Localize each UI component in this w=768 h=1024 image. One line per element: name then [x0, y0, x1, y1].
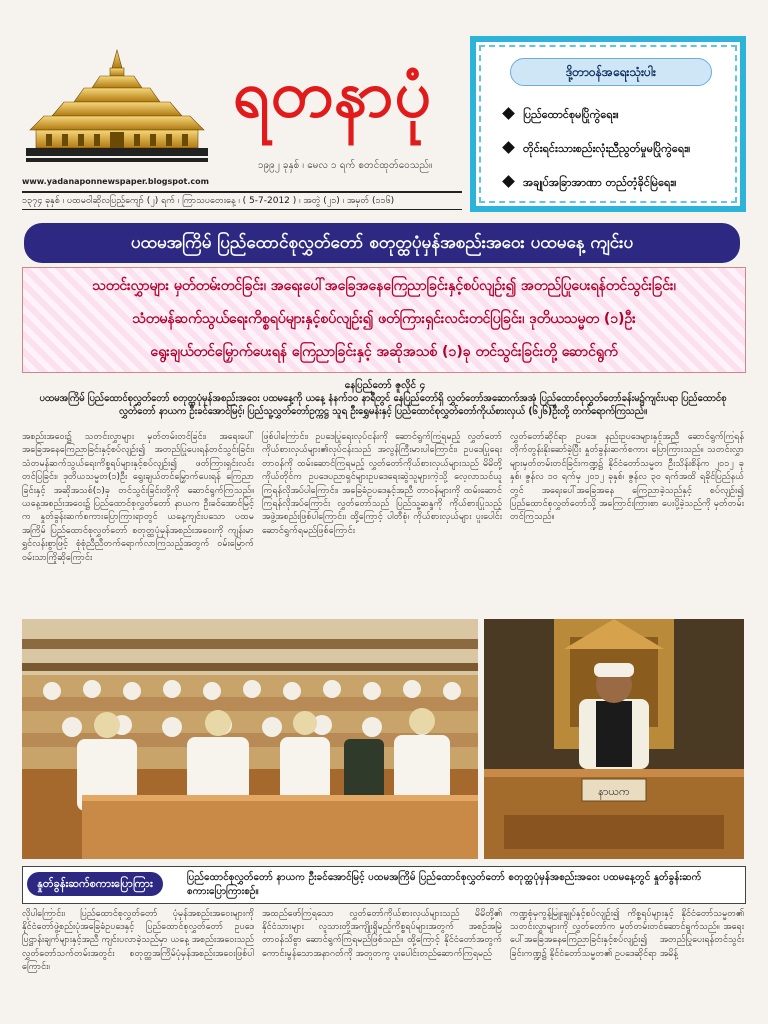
diamond-bullet-icon: [502, 107, 515, 120]
dateline: နေပြည်တော် ဇူလိုင် ၄: [344, 380, 426, 391]
newspaper-title: ရတနာပုံ: [233, 57, 432, 132]
diamond-bullet-icon: [502, 175, 515, 188]
article-column: ကဏ္ဍစုံမှကွန့်မြူးချုပ်နှင့်စပ်လျဉ်း၍ ကိစ္စရပ်များနှင့် နိုင်ငံတော်သမ္မတ၏ သတင်းလွှာများကို လွှတ်တော်က မှတ်တမ်းတင်ဆောင်ရွက်သည်။ အရေးပေါ်အခြေအနေကြေညာခြင်းနှင့်စပ်လျဉ်း၍ အတည်ပြုပေးရန်တင်သွင်းခြင်းကဏ္ဍ၌ နိုင်ငံတော်သမ္မတ၏ ဥပဒေဆိုင်ရာ အမိန့်: [510, 909, 744, 959]
article-column: အစည်းအဝေး၌ သတင်းလွှာများ မှတ်တမ်းတင်ခြင်း၊ အရေးပေါ် အခြေအနေကြေညာခြင်းနှင့်စပ်လျဉ်း၍ အတည်ပြုပေးရန်တင်သွင်းခြင်း၊ သံတမန်ဆက်သွယ်ရေးကိစ္စရပ်များနှင့်စပ်လျဉ်း၍ ဖတ်ကြားရှင်းလင်းတင်ပြခြင်း၊ ဒုတိယသမ္မတ(၁)ဦး ရွေးချယ်တင်မြှောက်ပေးရန် ကြေညာခြင်းနှင့် အဆိုအသစ်(၁)ခု တင်သွင်းခြင်းတို့ကို ဆောင်ရွက်ကြသည်။ ယနေ့အစည်းအဝေး၌ ပြည်ထောင်စုလွှတ်တော် နာယက ဦးခင်အောင်မြင့်က နှုတ်ခွန်းဆက်စကားပြောကြားရာတွင် ယနေ့ကျင်းပသော ပထမအကြိမ် ပြည်ထောင်စုလွှတ်တော် စတုတ္ထပုံမှန်အစည်းအဝေးကို ကျန်းမာရွှင်လန်းစွာဖြင့် စုံစုံညီညီတက်ရောက်လာကြသည့်အတွက် ဝမ်းမြောက်ဝမ်းသာကြိုဆိုကြောင်း: [22, 432, 254, 563]
issue-info: ၁၃၇၄ ခုနှစ် ၊ ပထမဝါဆိုလပြည့်ကျော် (၂) ရက် ၊ ကြာသပတေးနေ့ ၊ ( 5-7-2012 ) ၊ အတွဲ (၂၁) ၊ အမှတ် (၁၁၆): [22, 191, 462, 210]
caption-text: ပြည်ထောင်စုလွှတ်တော် နာယက ဦးခင်အောင်မြင့် ပထမအကြိမ် ပြည်ထောင်စုလွှတ်တော် စတုတ္ထပုံမှန်အစည်းအဝေး ပထမနေ့တွင် နှုတ်ခွန်းဆက်စကားပြောကြားစဉ်။: [187, 872, 702, 897]
subheadline: သံတမန်ဆက်သွယ်ရေးကိစ္စရပ်များနှင့်စပ်လျဉ်း၍ ဖတ်ကြားရှင်းလင်းတင်ပြခြင်း၊ ဒုတိယသမ္မတ (၁)ဦး: [132, 311, 636, 327]
nameplate-text: နာယက: [598, 785, 630, 798]
photo-caption-box: [22, 866, 746, 904]
slogan-title: ဒို့တာဝန်အရေးသုံးပါး: [510, 58, 712, 86]
slogan-item: ပြည်ထောင်စုမပြိုကွဲရေး။: [504, 108, 734, 124]
subheadline-box: [22, 267, 746, 373]
main-headline[interactable]: ပထမအကြိမ် ပြည်ထောင်စုလွှတ်တော် စတုတ္ထပုံမှန်အစည်းအဝေး ပထမနေ့ ကျင်းပ: [24, 223, 740, 263]
article-column: အထည်ဖော်ကြရသော လွှတ်တော်ကိုယ်စားလှယ်များသည် မိမိတို့၏ နိုင်ငံသားများ လူသားတို့အကျိုးရှိမည့်ကိစ္စရပ်များအတွက် အစဉ်အမြဲ တာဝန်သိစွာ ဆောင်ရွက်ကြရမည်ဖြစ်သည်။ ထို့ကြောင့် နိုင်ငံတော်အတွက် ကောင်းမွန်သောအနာဂတ်ကို အတူတကွ ပူးပေါင်းတည်ဆောက်ကြရမည်: [262, 909, 502, 959]
article-column: လွှတ်တော်ဆိုင်ရာ ဥပဒေ၊ နည်းဥပဒေများနှင့်အညီ ဆောင်ရွက်ကြရန် တိုက်တွန်းနိုးဆော်ခဲ့ပြီး နှုတ်ခွန်းဆက်စကား ပြောကြားသည်။ သတင်းလွှာများမှတ်တမ်းတင်ခြင်းကဏ္ဍ၌ နိုင်ငံတော်သမ္မတ ဦးသိန်းစိန်က ၂၀၁၂ ခုနှစ်၊ ဇွန်လ ၁၀ ရက်မှ ၂၀၁၂ ခုနှစ်၊ ဇွန်လ ၃၀ ရက်အထိ ရခိုင်ပြည်နယ်တွင် အရေးပေါ်အခြေအနေ ကြေညာခဲ့သည်နှင့် စပ်လျဉ်း၍ ပြည်ထောင်စုလွှတ်တော်သို့ အကြောင်းကြားစာ ပေးပို့ခဲ့သည်ကို မှတ်တမ်းတင်ကြသည်။: [510, 432, 744, 523]
diamond-bullet-icon: [502, 141, 515, 154]
subheadline: ရွေးချယ်တင်မြှောက်ပေးရန် ကြေညာခြင်းနှင့် အဆိုအသစ် (၁)ခု တင်သွင်းခြင်းတို့ ဆောင်ရွက်: [150, 344, 618, 360]
subheadline: သတင်းလွှာများ မှတ်တမ်းတင်ခြင်း၊ အရေးပေါ်အခြေအနေကြေညာခြင်းနှင့်စပ်လျဉ်း၍ အတည်ပြုပေးရန်တင်သွင်းခြင်း၊: [92, 278, 676, 294]
slogan-item: တိုင်းရင်းသားစည်းလုံးညီညွတ်မှုမပြိုကွဲရေး။: [504, 142, 734, 158]
article-column: ဖြစ်ပါကြောင်း၊ ဥပဒေပြုရေးလုပ်ငန်းကို ဆောင်ရွက်ကြရမည့် လွှတ်တော်ကိုယ်စားလှယ်များ၏လုပ်ငန်းသည် အလွန်ကြီးမားပါကြောင်း၊ ဥပဒေပြုရေးတာဝန်ကို ထမ်းဆောင်ကြရမည့် လွှတ်တော်ကိုယ်စားလှယ်များသည် မိမိတို့ကိုယ်တိုင်က ဥပဒေပညာရှင်များဥပဒေရေးဆွဲသူများကဲ့သို့ လေ့လာသင်ယူကြရန်လိုအပ်ပါကြောင်း၊ အခြေခံဥပဒေနှင့်အညီ တာဝန်များကို ထမ်းဆောင်ကြရန်လိုအပ်ကြောင်း လွှတ်တော်သည် ပြည်သူ့ဆန္ဒကို ကိုယ်စားပြုသည့် အဖွဲ့အစည်းဖြစ်ပါကြောင်း၊ ထို့ကြောင့် ပါတီစုံ၊ ကိုယ်စားလှယ်များ ပူးပေါင်းဆောင်ရွက်ရမည်ဖြစ်ကြောင်း: [262, 432, 502, 536]
lead-paragraph: ပထမအကြိမ် ပြည်ထောင်စုလွှတ်တော် စတုတ္ထပုံမှန်အစည်းအဝေး ပထမနေ့ကို ယနေ့ နံနက်၁၀ နာရီတွင် နေပြည်တော်ရှိ လွှတ်တော်အဆောက်အအုံ ပြည်ထောင်စုလွှတ်တော်ခန်းမ၌ကျင်းပရာ ပြည်ထောင်စုလွှတ်တော် နာယက ဦးခင်အောင်မြင့်၊ ပြည်သူ့လွှတ်တော်ဥက္ကဋ္ဌ သူရ ဦးရွှေမန်းနှင့် ပြည်ထောင်စုလွှတ်တော်ကိုယ်စားလှယ် (၆၂၆)ဦးတို့ တက်ရောက်ကြသည်။: [39, 393, 727, 417]
caption-tag: နှုတ်ခွန်းဆက်စကားပြောကြား: [27, 872, 163, 896]
website-link[interactable]: www.yadanaponnewspaper.blogspot.com: [22, 177, 209, 186]
newspaper-logo: [22, 48, 212, 176]
slogan-box: [470, 36, 746, 212]
article-column: လိုပါကြောင်း၊ ပြည်ထောင်စုလွှတ်တော် ပုံမှန်အစည်းအဝေးများကို နိုင်ငံတော်ဖွဲ့စည်းပုံအခြေခံဥပဒေနှင့် ပြည်ထောင်စုလွှတ်တော် ဥပဒေပြဋ္ဌာန်းချက်များနှင့်အညီ ကျင်းပလာခဲ့သည်မှာ ယနေ့ အစည်းအဝေးသည် လွှတ်တော်သက်တမ်းအတွင်း စတုတ္ထအကြိမ်ပုံမှန်အစည်းအဝေးဖြစ်ပါကြောင်း၊: [22, 909, 254, 972]
palace-emblem-icon: [22, 48, 212, 176]
assembly-hall-photo: [22, 619, 478, 859]
slogan-item: အချုပ်အခြာအာဏာ တည်တံ့ခိုင်မြဲရေး။: [504, 176, 734, 192]
established-date: ၁၉၉၂ ခုနှစ် ၊ မေလ ၁ ရက် စတင်ထုတ်ဝေသည်။: [257, 160, 433, 171]
speaker-photo: [484, 619, 744, 859]
